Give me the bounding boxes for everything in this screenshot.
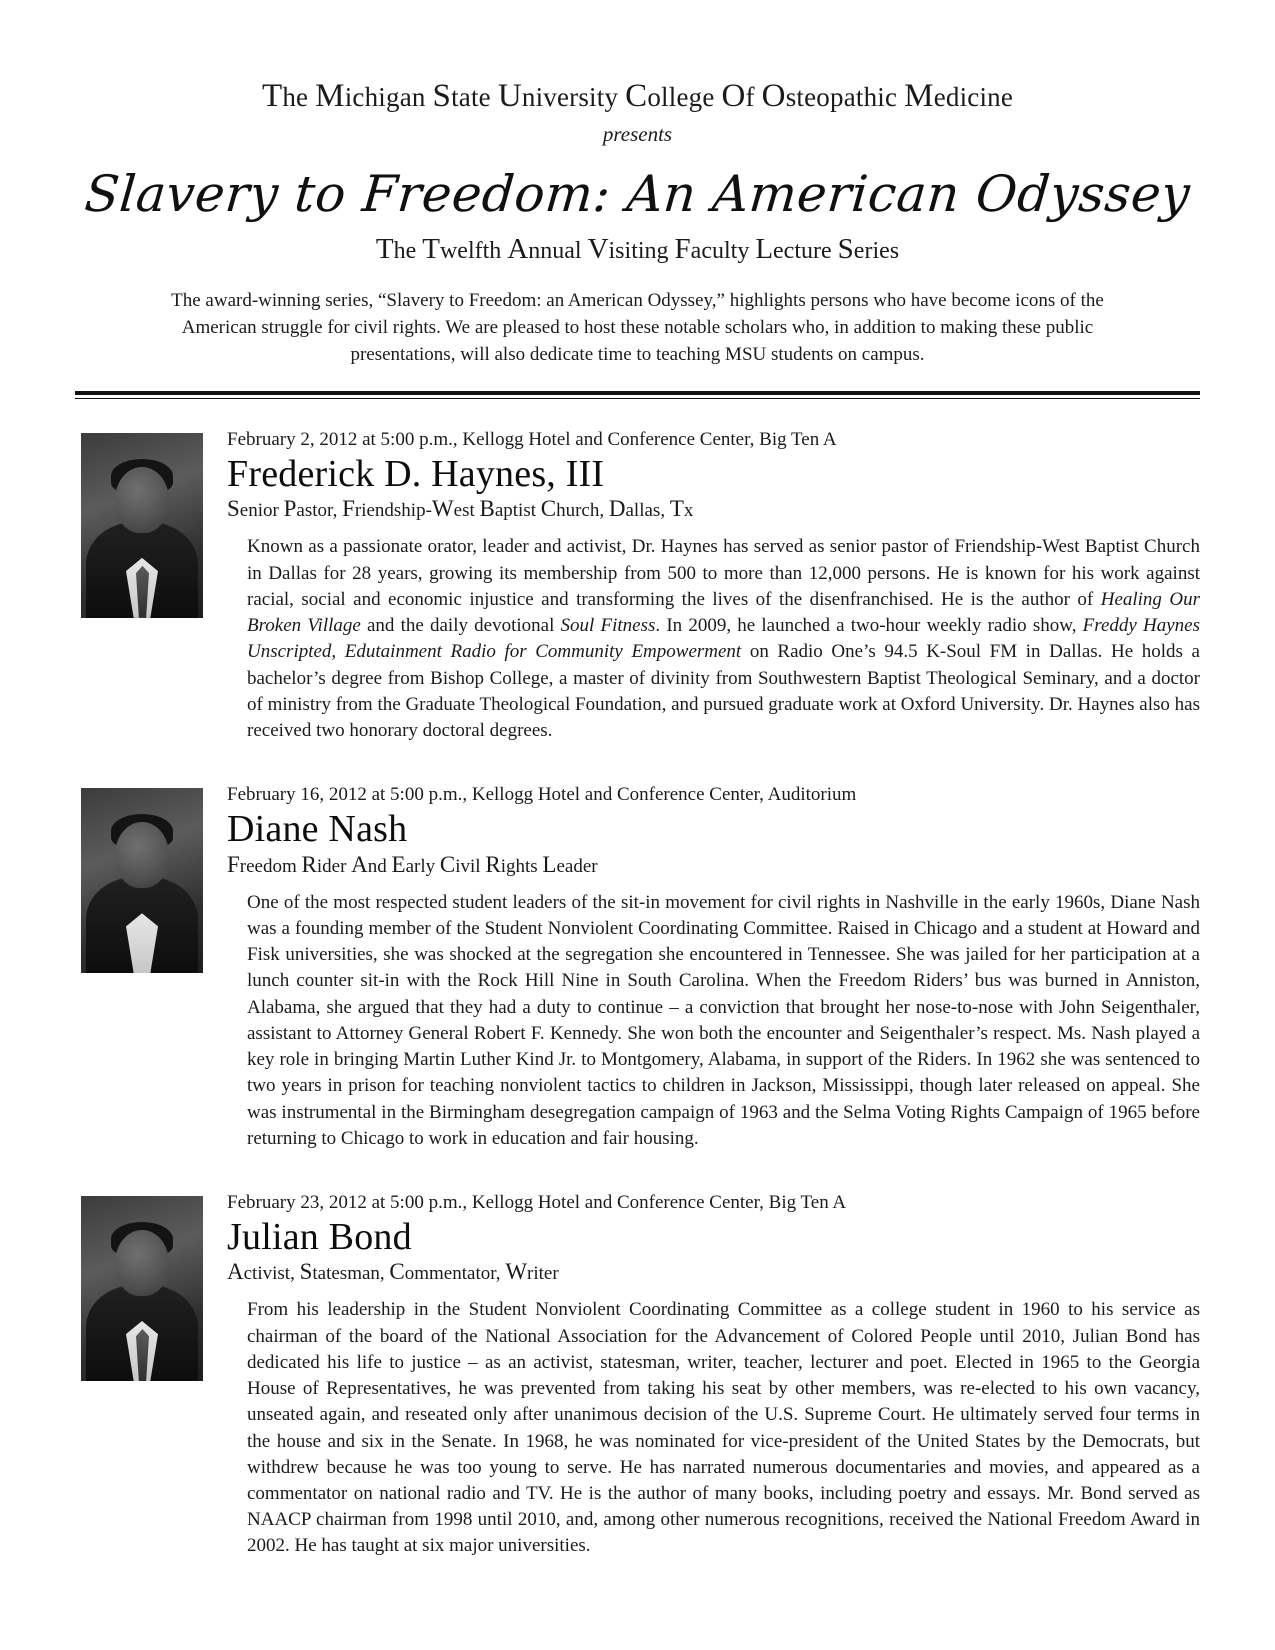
speaker-role: Activist, Statesman, Commentator, Writer — [227, 1259, 559, 1285]
speaker-entry — [75, 1188, 1200, 1560]
speaker-datetime-location: February 23, 2012 at 5:00 p.m., Kellogg Hotel and Conference Center, Big Ten A — [227, 1191, 847, 1213]
speaker-datetime-location: February 16, 2012 at 5:00 p.m., Kellogg Hotel and Conference Center, Auditorium — [227, 784, 857, 806]
speaker-photo-column — [75, 780, 227, 973]
speaker-role: Senior Pastor, Friendship-West Baptist Church, Dallas, Tx — [227, 496, 694, 522]
speaker-bio: One of the most respected student leaders of the sit-in movement for civil rights in Nashville in the early 1960s, Diane Nash was a founding member of the Student Nonviolent Coordinating Committee. Raised in Chicago and a student at Howard and Fisk universities, she was shocked at the segregation she encountered in Tennessee. She was jailed for her participation at a lunch counter sit-in with the Rock Hill Nine in South Carolina. When the Freedom Riders’ bus was burned in Anniston, Alabama, she argued that they had a duty to continue – a conviction that brought her nose-to-nose with John Seigenthaler, assistant to Attorney General Robert F. Kennedy. She won both the encounter and Seigenthaler’s respect. Ms. Nash played a key role in bringing Martin Luther Kind Jr. to Montgomery, Alabama, in support of the Riders. In 1962 she was sentenced to two years in prison for teaching nonviolent tactics to children in Jackson, Mississippi, though later released on appeal. She was instrumental in the Birmingham desegregation campaign of 1963 and the Selma Voting Rights Campaign of 1965 before returning to Chicago to work in education and fair housing. — [247, 891, 1200, 1149]
divider-thin-rule — [75, 398, 1200, 399]
speaker-name: Frederick D. Haynes, III — [227, 452, 605, 495]
speaker-entry — [75, 425, 1200, 744]
presents-label: presents — [602, 122, 673, 146]
speaker-list — [75, 425, 1200, 1560]
page-title: Slavery to Freedom: An American Odyssey — [82, 165, 1193, 223]
speaker-text-column — [227, 780, 1200, 1152]
header-divider — [75, 391, 1200, 399]
flyer-header — [0, 0, 1275, 369]
speaker-portrait-image — [81, 1196, 203, 1381]
speaker-text-column — [227, 1188, 1200, 1560]
speaker-bio: From his leadership in the Student Nonviolent Coordinating Committee as a college student in 1960 to his service as chairman of the board of the National Association for the Advancement of Colored People until 2010, Julian Bond has dedicated his life to justice – as an activist, statesman, writer, teacher, lecturer and poet. Elected in 1965 to the Georgia House of Representatives, he was prevented from taking his seat by other members, was re-elected to his own vacancy, unseated again, and reseated only after unanimous decision of the U.S. Supreme Court. He ultimately served four terms in the house and six in the Senate. In 1968, he was nominated for vice-president of the United States by the Democrats, but withdrew because he was too young to serve. He has narrated numerous documentaries and movies, and appeared as a commentator on national radio and TV. He is the author of many books, including poetry and essays. Mr. Bond served as NAACP chairman from 1998 until 2010, and, among other numerous recognitions, received the National Freedom Award in 2002. He has taught at six major universities. — [247, 1299, 1200, 1557]
speaker-portrait-image — [81, 433, 203, 618]
series-description: The award-winning series, “Slavery to Freedom: an American Odyssey,” highlights persons who have become icons of the American struggle for civil rights. We are pleased to host these notable scholars who, in addition to making these public presentations, will also dedicate time to teaching MSU students on campus. — [171, 290, 1104, 365]
speaker-datetime-location: February 2, 2012 at 5:00 p.m., Kellogg Hotel and Conference Center, Big Ten A — [227, 428, 837, 450]
speaker-photo-column — [75, 1188, 227, 1381]
divider-thick-rule — [75, 391, 1200, 395]
organization-line-text: The Michigan State University College Of Osteopathic Medicine — [261, 78, 1014, 114]
speaker-name: Diane Nash — [227, 808, 408, 851]
speaker-portrait-image — [81, 788, 203, 973]
organization-line — [0, 78, 1275, 115]
speaker-bio: Known as a passionate orator, leader and activist, Dr. Haynes has served as senior pastor of Friendship-West Baptist Church in Dallas for 28 years, growing its membership from 500 to more than 12,000 persons. He is known for his work against racial, social and economic injustice and transforming the lives of the disenfranchised. He is the author of Healing Our Broken Village and the daily devotional Soul Fitness. In 2009, he launched a two-hour weekly radio show, Freddy Haynes Unscripted, Edutainment Radio for Community Empowerment on Radio One’s 94.5 K-Soul FM in Dallas. He holds a bachelor’s degree from Bishop College, a master of divinity from Southwestern Baptist Theological Seminary, and a doctor of ministry from the Graduate Theological Foundation, and pursued graduate work at Oxford University. Dr. Haynes also has received two honorary doctoral degrees. — [247, 536, 1200, 741]
series-subtitle: The Twelfth Annual Visiting Faculty Lecture Series — [375, 233, 900, 265]
speaker-entry — [75, 780, 1200, 1152]
speaker-text-column — [227, 425, 1200, 744]
speaker-photo-column — [75, 425, 227, 618]
speaker-name: Julian Bond — [227, 1215, 412, 1258]
speaker-role: Freedom Rider And Early Civil Rights Leader — [227, 851, 598, 877]
